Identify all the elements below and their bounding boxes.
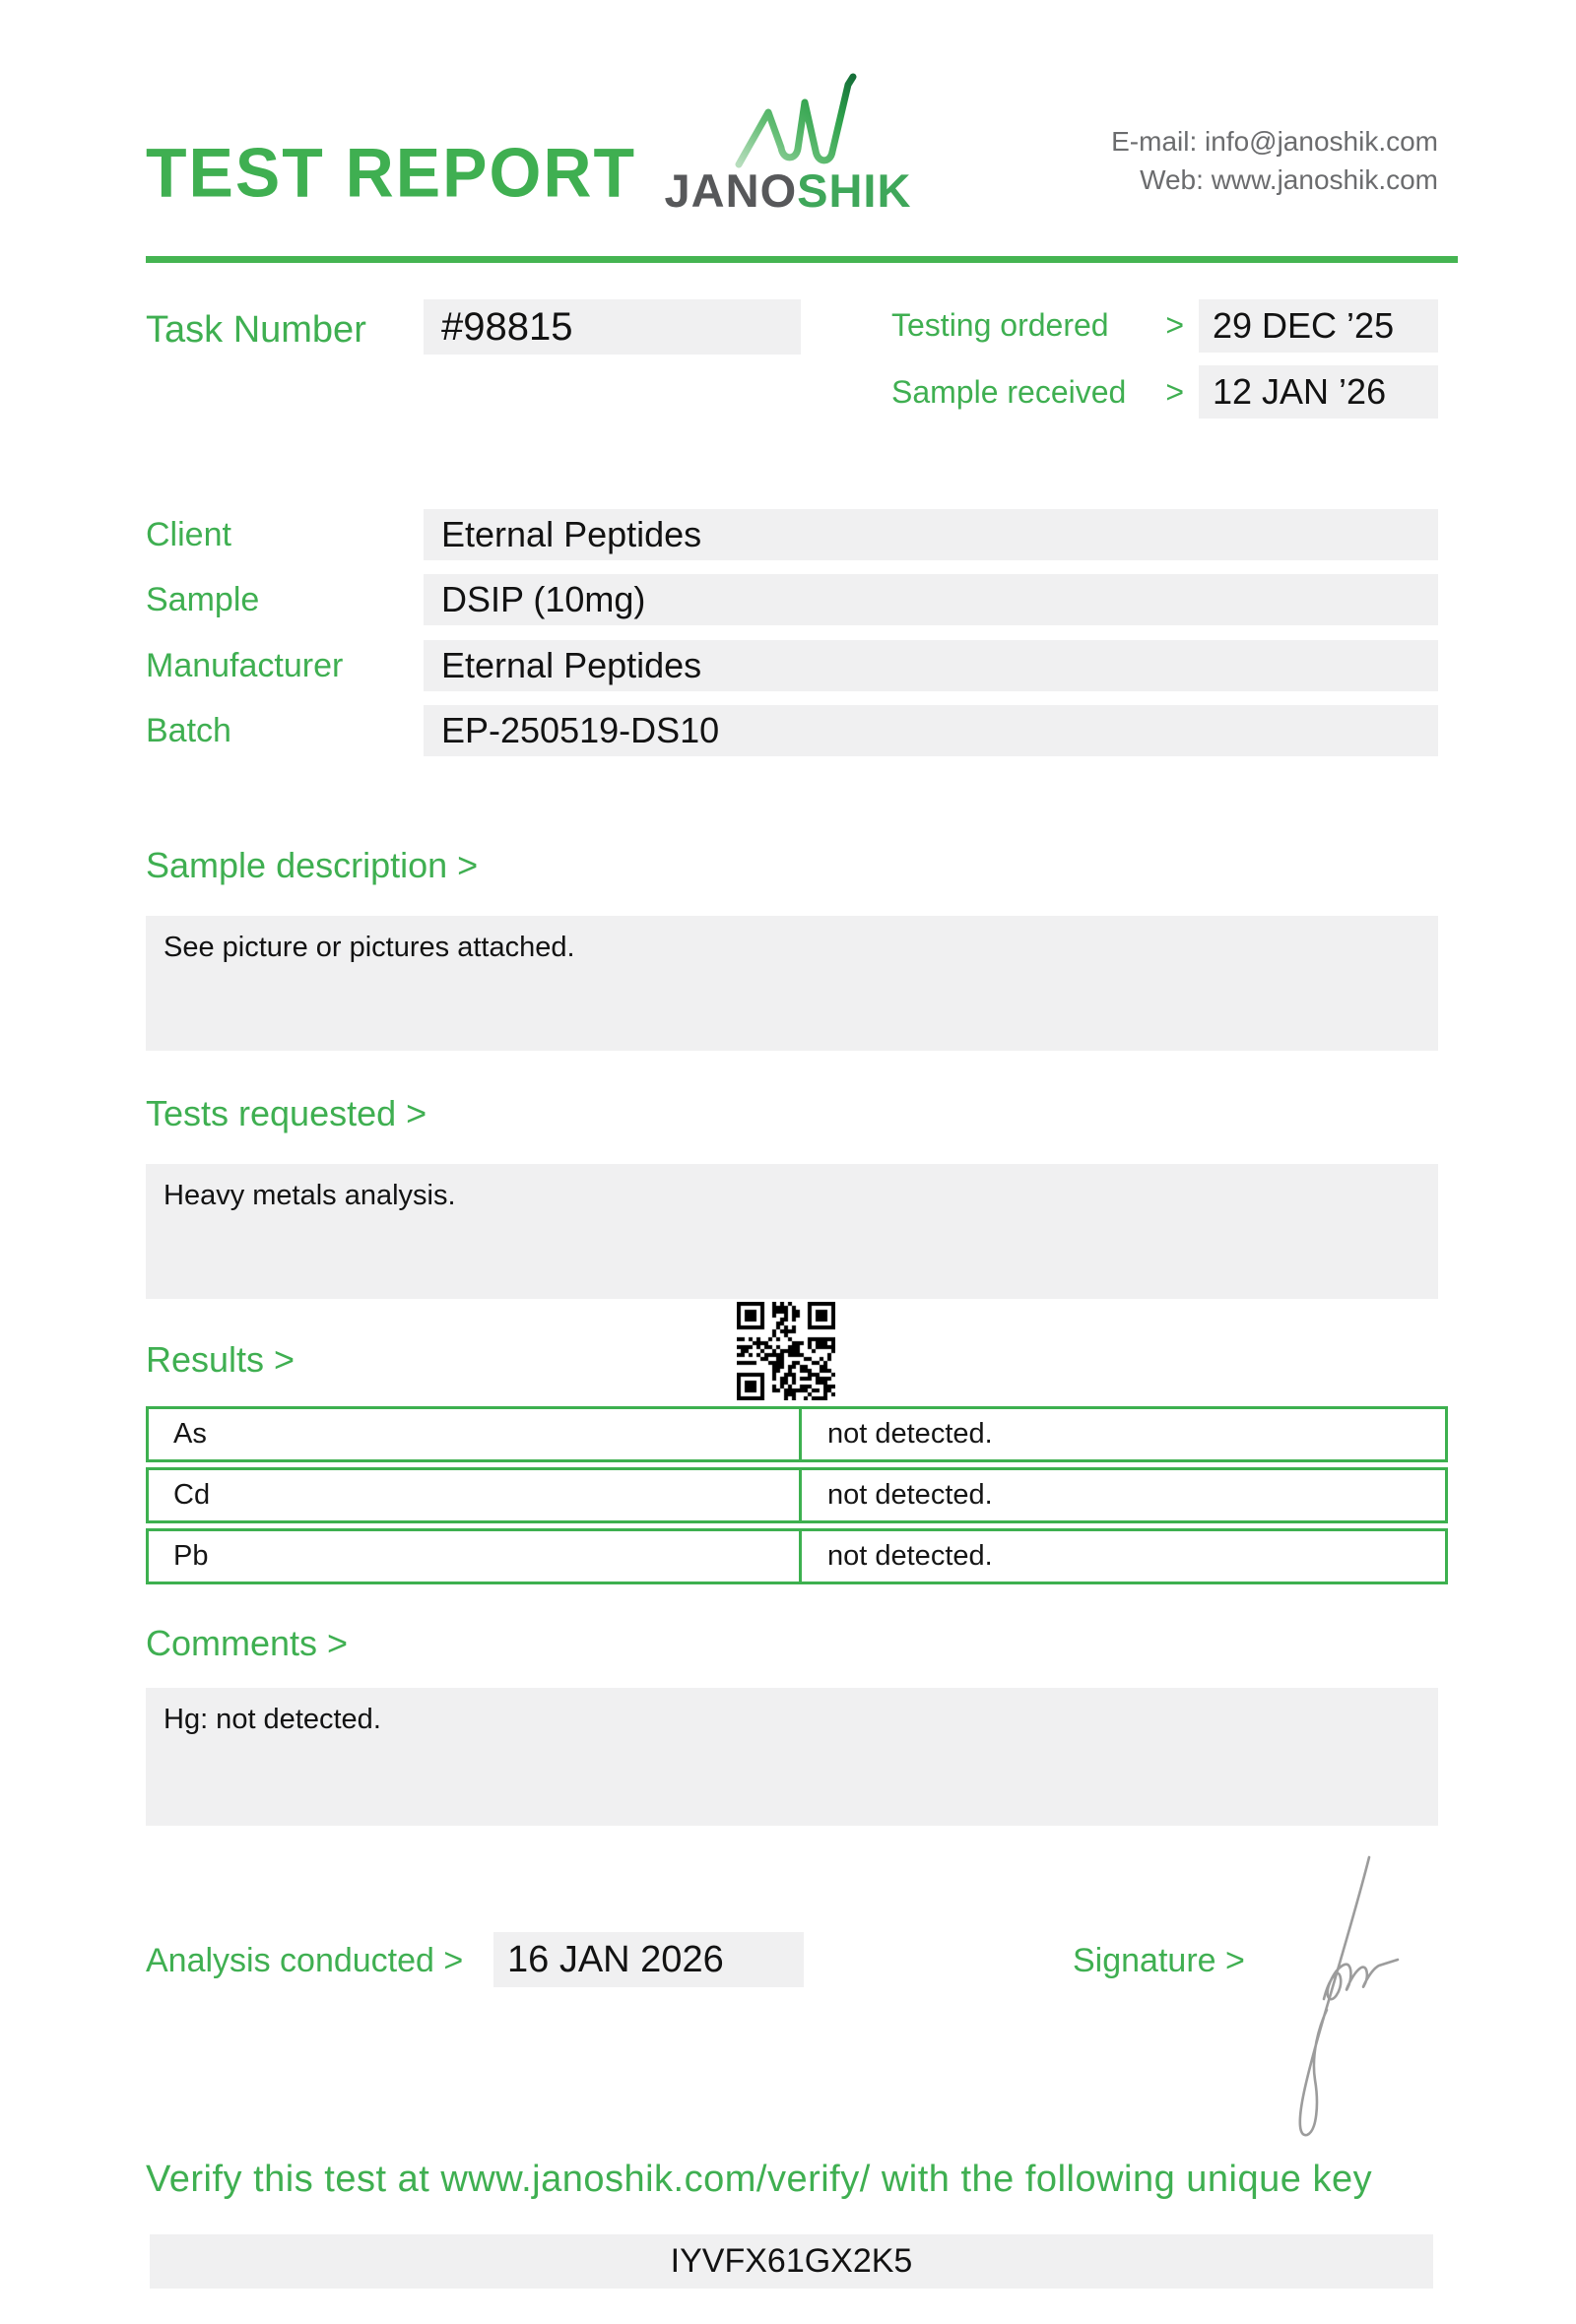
manufacturer-value: Eternal Peptides bbox=[424, 640, 1438, 691]
batch-label: Batch bbox=[146, 711, 231, 749]
analysis-conducted-value: 16 JAN 2026 bbox=[493, 1932, 804, 1987]
sample-label: Sample bbox=[146, 580, 260, 618]
result-cell: not detected. bbox=[827, 1540, 993, 1572]
logo-text-shik: SHIK bbox=[797, 164, 912, 217]
qr-code bbox=[737, 1302, 835, 1400]
chevron-right-glyph: > bbox=[1165, 374, 1184, 410]
sample-description-box: See picture or pictures attached. bbox=[146, 916, 1438, 1051]
manufacturer-label: Manufacturer bbox=[146, 646, 344, 684]
unique-key-value: IYVFX61GX2K5 bbox=[150, 2234, 1433, 2289]
handwritten-signature bbox=[1268, 1849, 1415, 2150]
testing-ordered-label: Testing ordered > bbox=[891, 307, 1184, 343]
tests-requested-box: Heavy metals analysis. bbox=[146, 1164, 1438, 1299]
testing-ordered-value: 29 DEC ’25 bbox=[1199, 299, 1438, 353]
verify-instruction-text: Verify this test at www.janoshik.com/verify/ with the following unique key bbox=[146, 2159, 1373, 2200]
analyte-cell: As bbox=[149, 1409, 802, 1459]
comments-heading: Comments > bbox=[146, 1623, 349, 1663]
analysis-conducted-label: Analysis conducted > bbox=[146, 1942, 464, 1979]
contact-web: Web: www.janoshik.com bbox=[1140, 164, 1438, 195]
result-row-pb bbox=[146, 1528, 1448, 1584]
results-heading: Results > bbox=[146, 1339, 296, 1380]
janoshik-logo-chart-icon bbox=[731, 73, 859, 176]
contact-email: E-mail: info@janoshik.com bbox=[1111, 126, 1438, 157]
header-divider-rule bbox=[146, 256, 1458, 263]
client-value: Eternal Peptides bbox=[424, 509, 1438, 560]
logo-text-jano: JANO bbox=[664, 164, 798, 217]
signature-label: Signature > bbox=[1073, 1942, 1245, 1979]
sample-received-label: Sample received > bbox=[891, 374, 1184, 410]
result-row-cd bbox=[146, 1467, 1448, 1523]
janoshik-logo-wordmark bbox=[655, 164, 921, 217]
task-number-value: #98815 bbox=[424, 299, 801, 355]
analyte-cell: Pb bbox=[149, 1531, 802, 1582]
tests-requested-heading: Tests requested > bbox=[146, 1093, 427, 1133]
chevron-right-glyph: > bbox=[1165, 307, 1184, 343]
contact-block bbox=[985, 122, 1438, 199]
page-title: TEST REPORT bbox=[146, 133, 637, 212]
task-number-label: Task Number bbox=[146, 309, 366, 351]
sample-received-value: 12 JAN ’26 bbox=[1199, 365, 1438, 419]
comments-box: Hg: not detected. bbox=[146, 1688, 1438, 1826]
result-cell: not detected. bbox=[827, 1479, 993, 1511]
result-cell: not detected. bbox=[827, 1418, 993, 1450]
sample-description-heading: Sample description > bbox=[146, 845, 479, 885]
analyte-cell: Cd bbox=[149, 1470, 802, 1520]
batch-value: EP-250519-DS10 bbox=[424, 705, 1438, 756]
sample-value: DSIP (10mg) bbox=[424, 574, 1438, 625]
client-label: Client bbox=[146, 515, 231, 553]
result-row-as bbox=[146, 1406, 1448, 1462]
